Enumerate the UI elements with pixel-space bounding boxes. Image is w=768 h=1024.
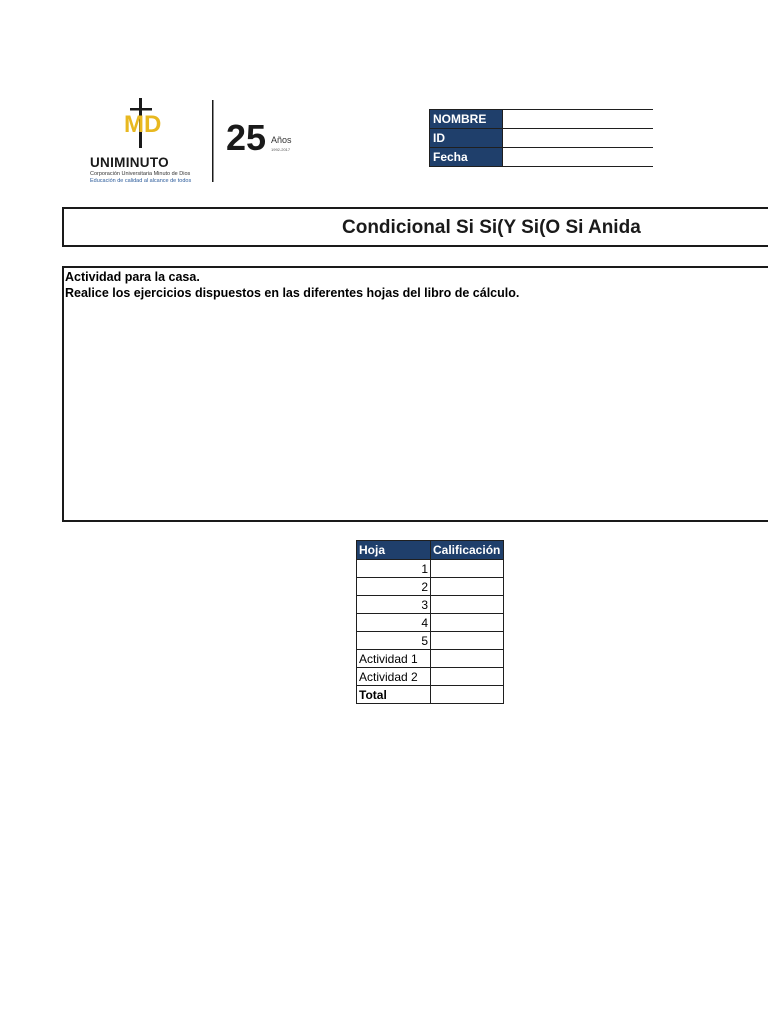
table-row — [357, 560, 504, 578]
hoja-cell[interactable]: 2 — [357, 578, 431, 596]
grades-table — [356, 540, 504, 704]
header-hoja: Hoja — [357, 541, 431, 560]
calificacion-cell[interactable] — [431, 596, 504, 614]
table-row — [357, 650, 504, 668]
hoja-cell[interactable]: Actividad 1 — [357, 650, 431, 668]
info-row-nombre — [430, 110, 654, 129]
id-cell[interactable] — [503, 129, 654, 148]
info-row-fecha — [430, 148, 654, 167]
logo-subtitle: Corporación Universitaria Minuto de Dios — [90, 171, 191, 177]
activity-line-1: Actividad para la casa. — [65, 270, 200, 284]
activity-box[interactable] — [62, 266, 768, 522]
logo-anniversary-word: Años — [271, 135, 292, 145]
logo-anniversary-number: 25 — [226, 117, 267, 158]
fecha-cell[interactable] — [503, 148, 654, 167]
title-box — [62, 207, 768, 247]
student-info-table — [429, 109, 653, 167]
logo-anniversary-years: 1992-2017 — [271, 147, 291, 152]
calificacion-cell[interactable] — [431, 614, 504, 632]
logo-wordmark: UNIMINUTO — [90, 155, 169, 170]
logo-monogram: MD — [124, 111, 162, 138]
info-label-nombre: NOMBRE — [430, 110, 503, 129]
table-row-total — [357, 686, 504, 704]
calificacion-cell[interactable] — [431, 560, 504, 578]
activity-line-2: Realice los ejercicios dispuestos en las diferentes hojas del libro de cálculo. — [65, 286, 520, 300]
table-row — [357, 632, 504, 650]
table-row — [357, 578, 504, 596]
hoja-cell[interactable]: 3 — [357, 596, 431, 614]
hoja-cell[interactable]: 5 — [357, 632, 431, 650]
hoja-cell[interactable]: 1 — [357, 560, 431, 578]
table-row — [357, 596, 504, 614]
info-row-id — [430, 129, 654, 148]
header-calificacion: Calificación — [431, 541, 504, 560]
logo-tagline: Educación de calidad al alcance de todos — [90, 178, 192, 184]
table-row — [357, 668, 504, 686]
hoja-cell[interactable]: 4 — [357, 614, 431, 632]
total-value-cell[interactable] — [431, 686, 504, 704]
calificacion-cell[interactable] — [431, 632, 504, 650]
calificacion-cell[interactable] — [431, 578, 504, 596]
calificacion-cell[interactable] — [431, 650, 504, 668]
grades-header-row — [357, 541, 504, 560]
info-label-id: ID — [430, 129, 503, 148]
nombre-cell[interactable] — [503, 110, 654, 129]
table-row — [357, 614, 504, 632]
total-label-cell[interactable]: Total — [357, 686, 431, 704]
calificacion-cell[interactable] — [431, 668, 504, 686]
uniminuto-logo — [84, 92, 302, 188]
hoja-cell[interactable]: Actividad 2 — [357, 668, 431, 686]
info-label-fecha: Fecha — [430, 148, 503, 167]
page-title: Condicional Si Si(Y Si(O Si Anida — [342, 217, 641, 238]
